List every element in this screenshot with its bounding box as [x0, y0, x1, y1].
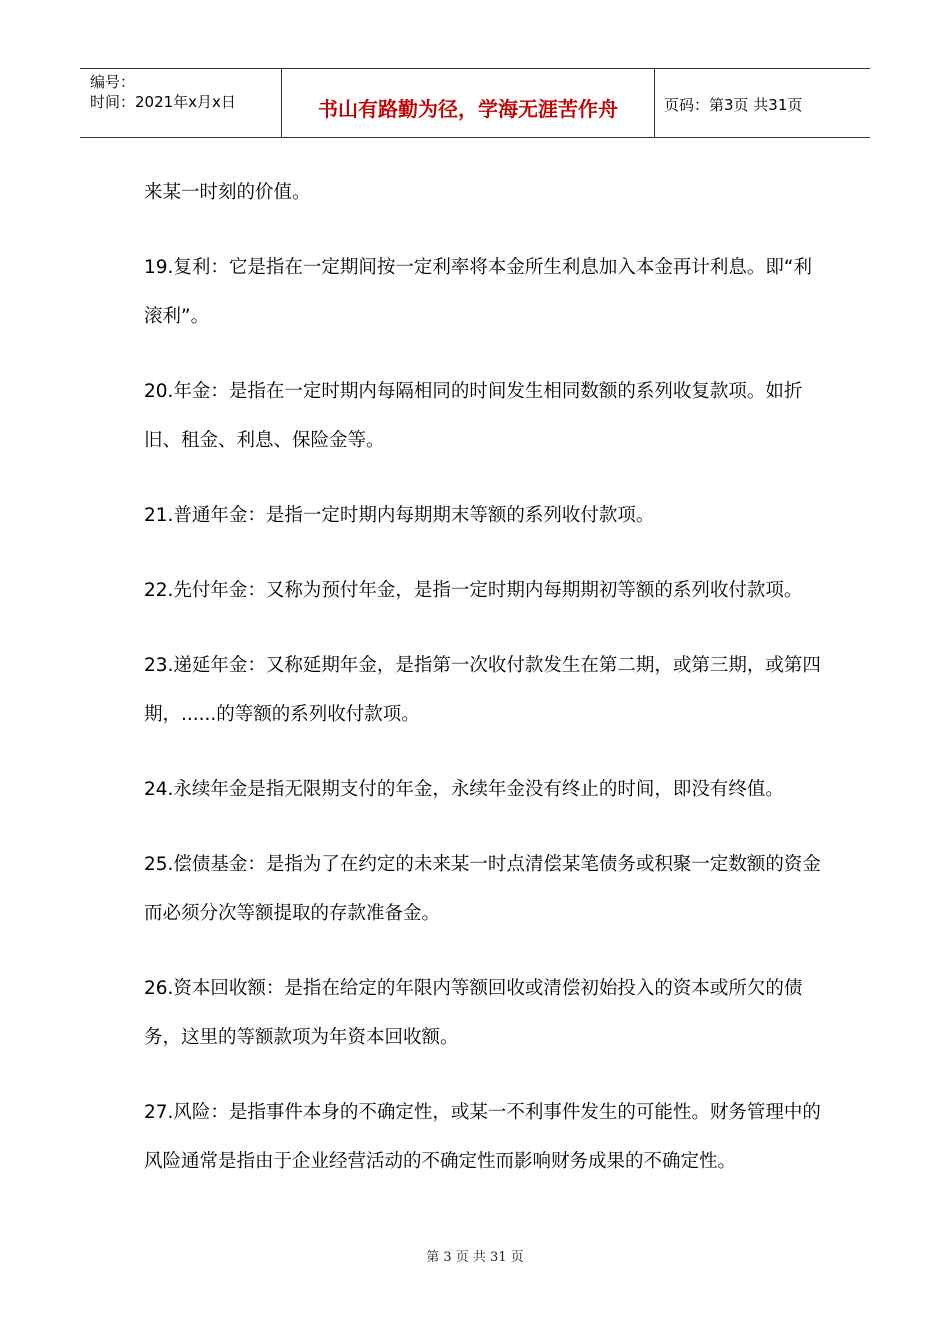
document-header — [80, 68, 870, 138]
document-body — [144, 168, 824, 1212]
header-motto-cell — [282, 69, 655, 137]
paragraph-continuation: 来某一时刻的价值。 — [144, 182, 311, 203]
header-page-info: 页码：第3页 共31页 — [664, 96, 803, 114]
header-motto: 书山有路勤为径，学海无涯苦作舟 — [318, 97, 618, 121]
paragraph-26: 26.资本回收额：是指在给定的年限内等额回收或清偿初始投入的资本或所欠的债务，这里的等额款项为年资本回收额。 — [144, 978, 803, 1048]
paragraph-25: 25.偿债基金：是指为了在约定的未来某一时点清偿某笔债务或积聚一定数额的资金而必须分次等额提取的存款准备金。 — [144, 854, 821, 924]
header-time-label: 时间：2021年x月x日 — [90, 93, 236, 111]
paragraph-24: 24.永续年金是指无限期支付的年金，永续年金没有终止的时间，即没有终值。 — [144, 779, 784, 800]
paragraph-27: 27.风险：是指事件本身的不确定性，或某一不利事件发生的可能性。财务管理中的风险通常是指由于企业经营活动的不确定性而影响财务成果的不确定性。 — [144, 1102, 821, 1172]
header-page-cell — [655, 69, 870, 137]
paragraph-19: 19.复利：它是指在一定期间按一定利率将本金所生利息加入本金再计利息。即“利滚利”。 — [144, 257, 813, 327]
header-number-label: 编号： — [90, 73, 136, 91]
paragraph-22: 22.先付年金：又称为预付年金，是指一定时期内每期期初等额的系列收付款项。 — [144, 580, 803, 601]
page-footer: 第 3 页 共 31 页 — [426, 1250, 524, 1265]
paragraph-21: 21.普通年金：是指一定时期内每期期末等额的系列收付款项。 — [144, 505, 655, 526]
paragraph-23: 23.递延年金：又称延期年金，是指第一次收付款发生在第二期，或第三期，或第四期，......的等额的系列收付款项。 — [144, 655, 821, 725]
header-meta-cell — [80, 69, 282, 137]
paragraph-20: 20.年金：是指在一定时期内每隔相同的时间发生相同数额的系列收复款项。如折旧、租金、利息、保险金等。 — [144, 381, 803, 451]
